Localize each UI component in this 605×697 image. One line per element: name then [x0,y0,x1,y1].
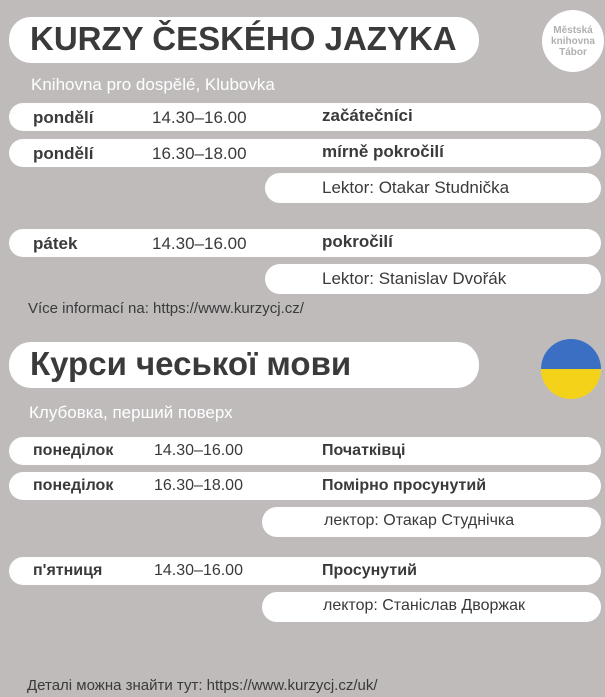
ukrainian-row-2-day: понеділок [33,477,114,494]
ukrainian-lector-2: лектор: Станіслав Дворжак [323,597,525,614]
ukrainian-row-1-day: понеділок [33,442,114,459]
czech-row-1 [9,103,601,131]
library-logo [542,10,604,72]
ukrainian-row-3-day: п'ятниця [33,562,103,579]
czech-row-3-time: 14.30–16.00 [152,234,247,253]
czech-row-1-day: pondělí [33,108,94,127]
ukrainian-row-1-level: Початківці [322,442,406,459]
czech-row-1-level: začátečníci [322,106,413,125]
ukrainian-lector-1: лектор: Отакар Студнічка [324,512,515,529]
ukrainian-title: Курси чеської мови [30,345,352,382]
czech-info: Více informací na: https://www.kurzycj.cz/ [28,300,304,317]
czech-row-2-level: mírně pokročilí [322,142,444,161]
czech-lector-1: Lektor: Otakar Studnička [322,178,510,197]
ukrainian-row-3-time: 14.30–16.00 [154,562,243,579]
ukrainian-row-1-time: 14.30–16.00 [154,442,243,459]
czech-row-3 [9,229,601,257]
ukrainian-row-2-time: 16.30–18.00 [154,477,243,494]
ukrainian-info: Деталі можна знайти тут: https://www.kurzycj.cz/uk/ [27,677,378,694]
czech-row-1-time: 14.30–16.00 [152,108,247,127]
czech-row-2-day: pondělí [33,144,94,163]
czech-row-3-day: pátek [33,234,78,253]
library-logo-text: Městská knihovna Tábor [551,24,595,58]
czech-lector-2: Lektor: Stanislav Dvořák [322,269,507,288]
czech-row-3-level: pokročilí [322,232,393,251]
czech-row-2 [9,139,601,167]
ukraine-flag-icon [541,339,601,399]
czech-title: KURZY ČESKÉHO JAZYKA [30,20,457,57]
czech-row-2-time: 16.30–18.00 [152,144,247,163]
ukrainian-location: Клубовка, перший поверх [29,403,233,422]
ukrainian-row-2-level: Помірно просунутий [322,477,487,494]
czech-location: Knihovna pro dospělé, Klubovka [31,75,275,94]
ukrainian-row-3-level: Просунутий [322,562,417,579]
